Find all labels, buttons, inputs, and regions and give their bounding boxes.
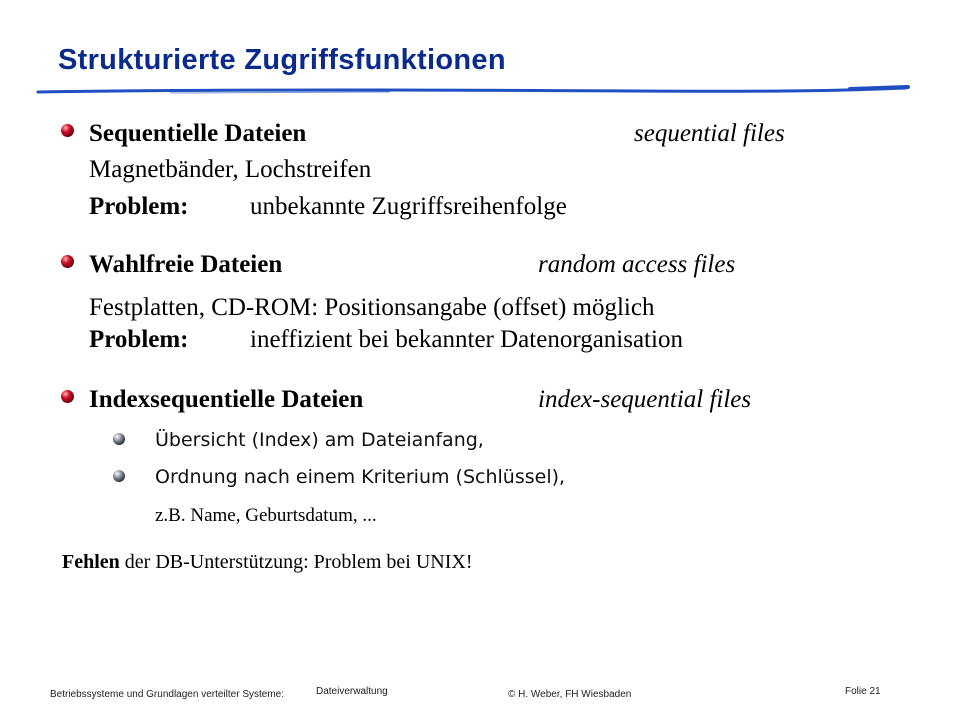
footer-slide-number: Folie 21 [845,686,881,697]
footer-topic: Dateiverwaltung [316,686,388,697]
slide-title: Strukturierte Zugriffsfunktionen [58,44,506,76]
red-bullet-icon [60,389,75,404]
red-bullet-icon [60,254,75,269]
closing-bold: Fehlen [62,551,120,573]
section-english-indexsequential: index-sequential files [538,386,752,413]
grey-bullet-icon [112,432,126,446]
problem-label: Problem: [89,326,189,353]
sequential-media: Magnetbänder, Lochstreifen [89,156,372,183]
problem-text-sequential: unbekannte Zugriffsreihenfolge [250,193,567,220]
grey-bullet-icon [112,469,126,483]
section-english-sequential: sequential files [634,120,785,147]
random-media: Festplatten, CD-ROM: Positionsangabe (offset) möglich [89,294,655,321]
subitem-order: Ordnung nach einem Kriterium (Schlüssel), [155,466,566,488]
red-bullet-icon [60,123,75,138]
section-english-random: random access files [538,251,736,278]
subitem-index: Übersicht (Index) am Dateianfang, [155,429,484,451]
closing-statement [62,551,473,574]
footer-author: © H. Weber, FH Wiesbaden [508,689,632,700]
title-underline [30,84,910,98]
closing-rest: der DB-Unterstützung: Problem bei UNIX! [119,551,473,573]
section-heading-indexsequential: Indexsequentielle Dateien [89,386,364,413]
problem-label: Problem: [89,193,189,220]
section-heading-sequential: Sequentielle Dateien [89,120,307,147]
section-heading-random: Wahlfreie Dateien [89,251,283,278]
problem-text-random: ineffizient bei bekannter Datenorganisation [250,326,683,353]
example-text: z.B. Name, Geburtsdatum, ... [155,505,377,526]
footer-course: Betriebssysteme und Grundlagen verteilter Systeme: [50,689,284,700]
